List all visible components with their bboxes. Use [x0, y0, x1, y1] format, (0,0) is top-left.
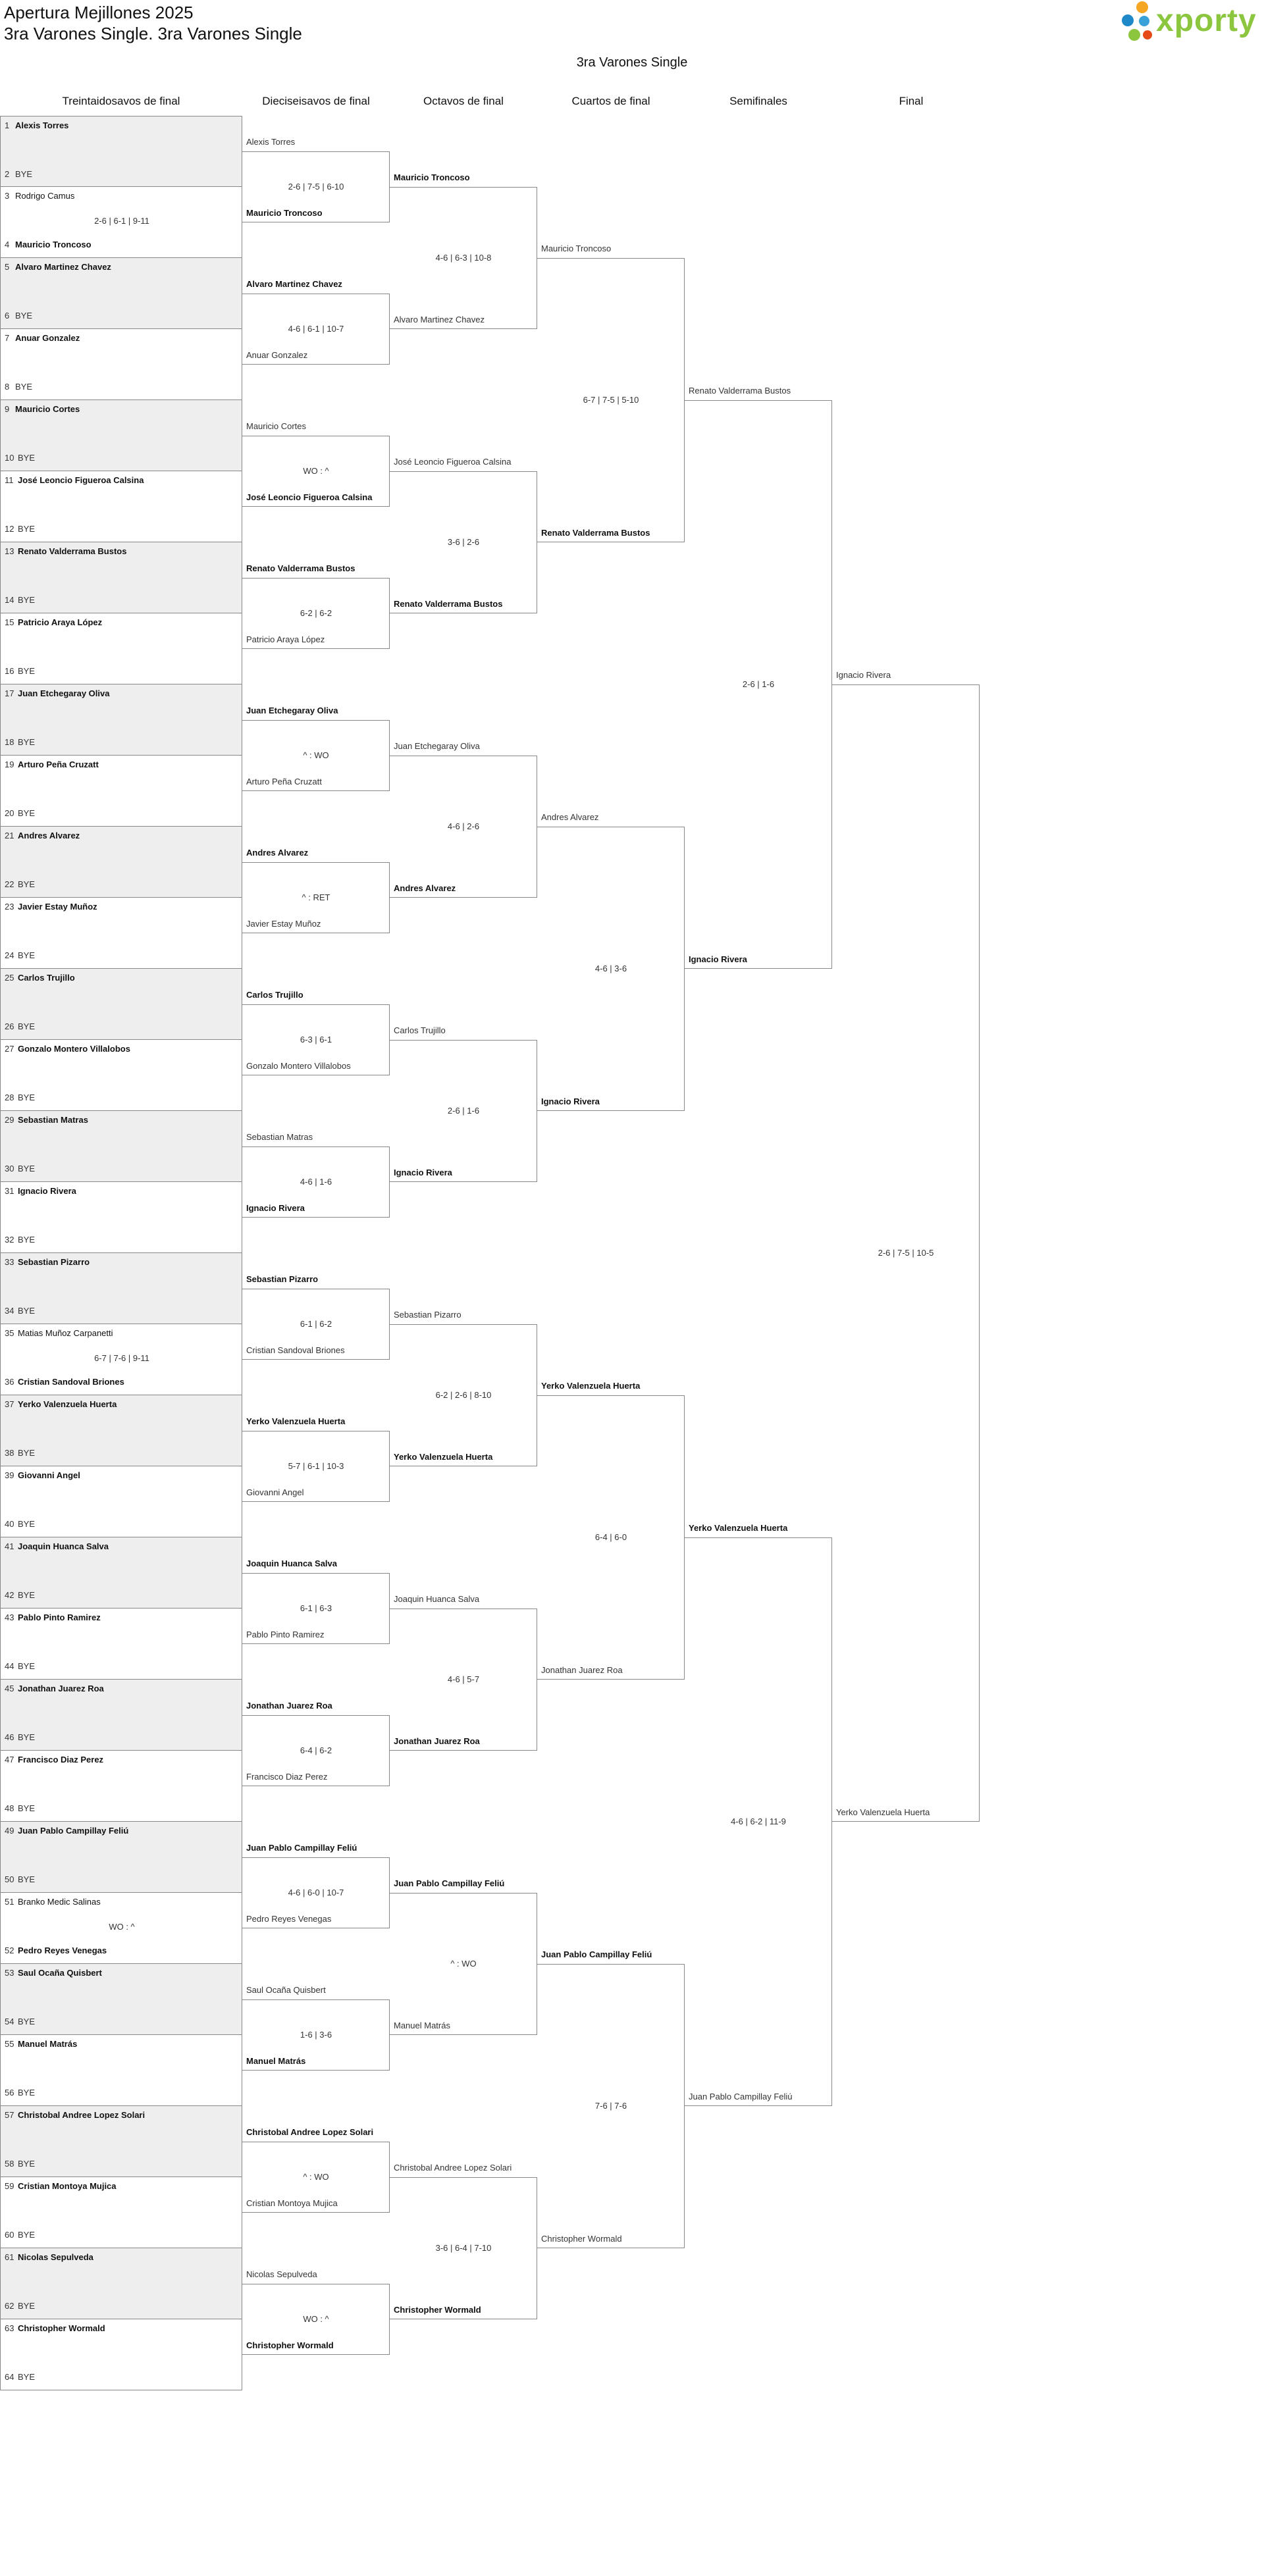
seed-number: 8 — [5, 382, 10, 392]
r1-match-cell — [0, 1466, 242, 1537]
match-player-bottom[interactable]: Christopher Wormald — [541, 2234, 622, 2244]
r1-match-cell — [0, 1822, 242, 1893]
r1-match-cell — [0, 613, 242, 684]
match-player-bottom[interactable]: Giovanni Angel — [246, 1487, 304, 1497]
seed-number: 6 — [5, 311, 10, 321]
seed-number: 43 — [5, 1612, 14, 1622]
round-header: Final — [899, 95, 924, 107]
seed-number: 64 — [5, 2372, 14, 2382]
match-player-top[interactable]: Ignacio Rivera — [836, 670, 891, 680]
player-name[interactable]: Matias Muñoz Carpanetti — [18, 1328, 113, 1338]
match-player-top[interactable]: Carlos Trujillo — [394, 1025, 446, 1035]
match-player-top[interactable]: Joaquin Huanca Salva — [246, 1558, 337, 1568]
bye-label: BYE — [15, 169, 33, 179]
seed-number: 10 — [5, 453, 14, 463]
r1-match-cell — [0, 1537, 242, 1609]
seed-number: 40 — [5, 1519, 14, 1529]
r1-match-cell — [0, 1893, 242, 1964]
seed-number: 28 — [5, 1093, 14, 1102]
match-player-bottom[interactable]: Mauricio Troncoso — [246, 208, 323, 218]
match-player-bottom[interactable]: Pablo Pinto Ramirez — [246, 1630, 325, 1639]
logo-dot-icon — [1143, 30, 1152, 39]
match-score: ^ : WO — [303, 750, 329, 760]
seed-number: 14 — [5, 595, 14, 605]
r1-match-cell — [0, 1751, 242, 1822]
seed-number: 12 — [5, 524, 14, 534]
match-score: ^ : WO — [303, 2172, 329, 2182]
player-name[interactable]: Patricio Araya López — [18, 617, 103, 627]
player-name[interactable]: Sebastian Pizarro — [18, 1257, 90, 1267]
bye-label: BYE — [18, 595, 36, 605]
r1-match-cell — [0, 2106, 242, 2177]
match-player-bottom[interactable]: Jonathan Juarez Roa — [541, 1665, 623, 1675]
round-header: Cuartos de final — [571, 95, 650, 107]
bye-label: BYE — [18, 666, 36, 676]
match-player-bottom[interactable]: Javier Estay Muñoz — [246, 919, 321, 929]
logo-text: xporty — [1156, 3, 1257, 38]
r1-match-cell — [0, 1964, 242, 2035]
seed-number: 18 — [5, 737, 14, 747]
seed-number: 61 — [5, 2252, 14, 2262]
seed-number: 49 — [5, 1826, 14, 1836]
match-player-bottom[interactable]: Cristian Sandoval Briones — [246, 1345, 345, 1355]
bye-label: BYE — [18, 453, 36, 463]
match-player-bottom[interactable]: Juan Pablo Campillay Feliú — [689, 2092, 793, 2101]
match-score: 4-6 | 5-7 — [447, 1674, 480, 1684]
seed-number: 33 — [5, 1257, 14, 1267]
match-player-bottom[interactable]: Renato Valderrama Bustos — [394, 599, 503, 609]
bye-label: BYE — [18, 1519, 36, 1529]
match-player-bottom[interactable]: Yerko Valenzuela Huerta — [394, 1452, 493, 1462]
player-name[interactable]: Christopher Wormald — [18, 2323, 105, 2333]
player-name[interactable]: Saul Ocaña Quisbert — [18, 1968, 102, 1978]
seed-number: 23 — [5, 902, 14, 912]
r1-match-cell — [0, 116, 242, 187]
seed-number: 55 — [5, 2039, 14, 2049]
player-name[interactable]: Joaquin Huanca Salva — [18, 1541, 109, 1551]
match-score: 4-6 | 3-6 — [594, 964, 627, 973]
match-player-top[interactable]: Sebastian Pizarro — [246, 1274, 319, 1284]
r1-match-cell — [0, 1324, 242, 1395]
player-name[interactable]: Renato Valderrama Bustos — [18, 546, 127, 556]
match-player-top[interactable]: Andres Alvarez — [541, 812, 599, 822]
r1-match-cell — [0, 1111, 242, 1182]
round-header: Treintaidosavos de final — [62, 95, 180, 107]
bye-label: BYE — [18, 2230, 36, 2240]
match-score: 1-6 | 3-6 — [300, 2030, 332, 2040]
r1-match-cell — [0, 2035, 242, 2106]
seed-number: 62 — [5, 2301, 14, 2311]
match-player-bottom[interactable]: Ignacio Rivera — [394, 1168, 452, 1177]
match-score: 6-2 | 6-2 — [300, 608, 332, 618]
match-player-top[interactable]: Sebastian Pizarro — [394, 1310, 461, 1320]
seed-number: 54 — [5, 2017, 14, 2026]
bye-label: BYE — [18, 2088, 36, 2098]
bye-label: BYE — [18, 1874, 36, 1884]
seed-number: 13 — [5, 546, 14, 556]
player-name[interactable]: Cristian Sandoval Briones — [18, 1377, 124, 1387]
bye-label: BYE — [18, 1448, 36, 1458]
player-name[interactable]: Mauricio Troncoso — [15, 240, 92, 249]
seed-number: 16 — [5, 666, 14, 676]
bye-label: BYE — [18, 879, 36, 889]
seed-number: 60 — [5, 2230, 14, 2240]
seed-number: 37 — [5, 1399, 14, 1409]
seed-number: 26 — [5, 1021, 14, 1031]
match-player-bottom[interactable]: Gonzalo Montero Villalobos — [246, 1061, 351, 1071]
match-score: ^ : WO — [450, 1959, 477, 1969]
xporty-logo[interactable] — [1119, 0, 1263, 45]
match-player-bottom[interactable]: Christopher Wormald — [394, 2305, 481, 2315]
category-title: 3ra Varones Single — [576, 55, 688, 70]
match-player-bottom[interactable]: Renato Valderrama Bustos — [541, 528, 650, 538]
r1-match-cell — [0, 329, 242, 400]
seed-number: 45 — [5, 1684, 14, 1693]
match-player-bottom[interactable]: Pedro Reyes Venegas — [246, 1914, 332, 1924]
player-name[interactable]: Arturo Peña Cruzatt — [18, 760, 99, 769]
match-player-top[interactable]: José Leoncio Figueroa Calsina — [394, 457, 512, 467]
seed-number: 57 — [5, 2110, 14, 2120]
match-player-bottom[interactable]: Manuel Matrás — [246, 2056, 306, 2066]
match-score: 4-6 | 6-0 | 10-7 — [288, 1888, 344, 1897]
logo-dot-icon — [1139, 16, 1149, 26]
match-player-bottom[interactable]: Christopher Wormald — [246, 2340, 334, 2350]
match-player-top[interactable]: Christobal Andree Lopez Solari — [246, 2127, 374, 2137]
bye-label: BYE — [18, 1164, 36, 1173]
player-name[interactable]: Nicolas Sepulveda — [18, 2252, 93, 2262]
seed-number: 39 — [5, 1470, 14, 1480]
match-score: 6-4 | 6-0 — [594, 1532, 627, 1542]
match-player-bottom[interactable]: Yerko Valenzuela Huerta — [836, 1807, 930, 1817]
seed-number: 36 — [5, 1377, 14, 1387]
match-player-bottom[interactable]: Jonathan Juarez Roa — [394, 1736, 480, 1746]
match-score: 6-7 | 7-5 | 5-10 — [583, 395, 639, 405]
seed-number: 24 — [5, 950, 14, 960]
seed-number: 47 — [5, 1755, 14, 1765]
bye-label: BYE — [15, 311, 33, 321]
match-player-top[interactable]: Nicolas Sepulveda — [246, 2269, 317, 2279]
bye-label: BYE — [18, 1803, 36, 1813]
match-player-top[interactable]: Yerko Valenzuela Huerta — [689, 1523, 788, 1533]
r1-match-cell — [0, 400, 242, 471]
seed-number: 27 — [5, 1044, 14, 1054]
player-name[interactable]: Francisco Diaz Perez — [18, 1755, 104, 1765]
player-name[interactable]: Anuar Gonzalez — [15, 333, 80, 343]
seed-number: 1 — [5, 120, 10, 130]
match-player-top[interactable]: Renato Valderrama Bustos — [689, 386, 791, 396]
seed-number: 51 — [5, 1897, 14, 1907]
match-player-bottom[interactable]: Ignacio Rivera — [689, 954, 747, 964]
r1-match-cell — [0, 1680, 242, 1751]
round-header: Semifinales — [729, 95, 787, 107]
seed-number: 17 — [5, 688, 14, 698]
match-score: WO : ^ — [303, 2314, 329, 2324]
match-score: 6-4 | 6-2 — [300, 1745, 332, 1755]
player-name[interactable]: Pedro Reyes Venegas — [18, 1945, 107, 1955]
bye-label: BYE — [18, 1661, 36, 1671]
player-name[interactable]: Andres Alvarez — [18, 831, 80, 840]
bye-label: BYE — [18, 1732, 36, 1742]
seed-number: 3 — [5, 191, 10, 201]
bye-label: BYE — [18, 2017, 36, 2026]
seed-number: 21 — [5, 831, 14, 840]
match-score: 4-6 | 6-2 | 11-9 — [731, 1816, 786, 1826]
seed-number: 30 — [5, 1164, 14, 1173]
r1-match-cell — [0, 969, 242, 1040]
player-name[interactable]: Branko Medic Salinas — [18, 1897, 101, 1907]
seed-number: 9 — [5, 404, 10, 414]
player-name[interactable]: Yerko Valenzuela Huerta — [18, 1399, 117, 1409]
match-score: 4-6 | 1-6 — [300, 1177, 332, 1187]
match-score: 4-6 | 6-3 | 10-8 — [435, 253, 492, 263]
bye-label: BYE — [18, 737, 36, 747]
r1-match-cell — [0, 2319, 242, 2390]
round-header: Octavos de final — [423, 95, 504, 107]
r1-match-cell — [0, 1182, 242, 1253]
player-name[interactable]: Ignacio Rivera — [18, 1186, 76, 1196]
player-name[interactable]: Sebastian Matras — [18, 1115, 88, 1125]
seed-number: 48 — [5, 1803, 14, 1813]
match-player-top[interactable]: Yerko Valenzuela Huerta — [246, 1416, 346, 1426]
seed-number: 34 — [5, 1306, 14, 1316]
seed-number: 52 — [5, 1945, 14, 1955]
seed-number: 42 — [5, 1590, 14, 1600]
match-player-top[interactable]: Mauricio Cortes — [246, 421, 307, 431]
bye-label: BYE — [18, 2159, 36, 2169]
match-player-bottom[interactable]: Andres Alvarez — [394, 883, 456, 893]
match-player-top[interactable]: Jonathan Juarez Roa — [246, 1701, 332, 1711]
match-player-top[interactable]: Christobal Andree Lopez Solari — [394, 2163, 512, 2173]
match-score: 3-6 | 2-6 — [447, 537, 480, 547]
tournament-title: Apertura Mejillones 2025 — [4, 3, 194, 22]
seed-number: 15 — [5, 617, 14, 627]
match-score: 2-6 | 6-1 | 9-11 — [94, 216, 149, 226]
seed-number: 7 — [5, 333, 10, 343]
match-score: 6-1 | 6-3 — [300, 1603, 332, 1613]
match-score: 4-6 | 2-6 — [447, 821, 480, 831]
logo-dot-icon — [1136, 1, 1148, 13]
seed-number: 4 — [5, 240, 10, 249]
player-name[interactable]: Carlos Trujillo — [18, 973, 75, 983]
player-name[interactable]: Cristian Montoya Mujica — [18, 2181, 117, 2191]
match-player-top[interactable]: Joaquin Huanca Salva — [394, 1594, 480, 1604]
seed-number: 5 — [5, 262, 10, 272]
match-player-top[interactable]: Juan Pablo Campillay Feliú — [541, 1949, 652, 1959]
seed-number: 58 — [5, 2159, 14, 2169]
bye-label: BYE — [18, 1235, 36, 1245]
seed-number: 31 — [5, 1186, 14, 1196]
match-player-top[interactable]: Juan Etchegaray Oliva — [394, 741, 480, 751]
bye-label: BYE — [18, 2301, 36, 2311]
r1-match-cell — [0, 898, 242, 969]
seed-number: 29 — [5, 1115, 14, 1125]
match-player-top[interactable]: Sebastian Matras — [246, 1132, 313, 1142]
match-score: WO : ^ — [303, 466, 329, 476]
seed-number: 53 — [5, 1968, 14, 1978]
match-score: 6-2 | 2-6 | 8-10 — [435, 1390, 492, 1400]
player-name[interactable]: Manuel Matrás — [18, 2039, 78, 2049]
seed-number: 41 — [5, 1541, 14, 1551]
bye-label: BYE — [18, 2372, 36, 2382]
match-player-bottom[interactable]: José Leoncio Figueroa Calsina — [246, 492, 373, 502]
bye-label: BYE — [18, 950, 36, 960]
r1-match-cell — [0, 2248, 242, 2319]
match-score: 5-7 | 6-1 | 10-3 — [288, 1461, 344, 1471]
match-player-top[interactable]: Mauricio Troncoso — [541, 244, 612, 253]
seed-number: 44 — [5, 1661, 14, 1671]
player-name[interactable]: Gonzalo Montero Villalobos — [18, 1044, 130, 1054]
match-player-bottom[interactable]: Alvaro Martinez Chavez — [394, 315, 485, 324]
bye-label: BYE — [15, 382, 33, 392]
logo-dot-icon — [1122, 14, 1134, 26]
bye-label: BYE — [18, 808, 36, 818]
match-score: WO : ^ — [109, 1922, 135, 1932]
match-score: 6-3 | 6-1 — [300, 1035, 332, 1044]
bye-label: BYE — [18, 524, 36, 534]
match-player-bottom[interactable]: Patricio Araya López — [246, 634, 325, 644]
seed-number: 35 — [5, 1328, 14, 1338]
match-score: 2-6 | 7-5 | 10-5 — [878, 1248, 934, 1258]
match-player-top[interactable]: Juan Etchegaray Oliva — [246, 706, 338, 715]
seed-number: 25 — [5, 973, 14, 983]
match-player-top[interactable]: Alvaro Martinez Chavez — [246, 279, 342, 289]
match-player-top[interactable]: Saul Ocaña Quisbert — [246, 1985, 326, 1995]
bye-label: BYE — [18, 1021, 36, 1031]
match-score: 7-6 | 7-6 — [594, 2101, 627, 2111]
match-player-top[interactable]: Mauricio Troncoso — [394, 172, 470, 182]
seed-number: 50 — [5, 1874, 14, 1884]
player-name[interactable]: José Leoncio Figueroa Calsina — [18, 475, 144, 485]
r1-match-cell — [0, 1609, 242, 1680]
seed-number: 38 — [5, 1448, 14, 1458]
match-score: 4-6 | 6-1 | 10-7 — [288, 324, 344, 334]
round-header: Dieciseisavos de final — [262, 95, 370, 107]
match-player-top[interactable]: Yerko Valenzuela Huerta — [541, 1381, 641, 1391]
match-player-bottom[interactable]: Manuel Matrás — [394, 2021, 450, 2030]
r1-match-cell — [0, 756, 242, 827]
r1-match-cell — [0, 258, 242, 329]
match-score: 6-1 | 6-2 — [300, 1319, 332, 1329]
bye-label: BYE — [18, 1093, 36, 1102]
seed-number: 2 — [5, 169, 10, 179]
seed-number: 32 — [5, 1235, 14, 1245]
logo-dot-icon — [1128, 29, 1140, 41]
match-score: ^ : RET — [302, 892, 330, 902]
match-score: 3-6 | 6-4 | 7-10 — [435, 2243, 492, 2253]
player-name[interactable]: Pablo Pinto Ramirez — [18, 1612, 101, 1622]
player-name[interactable]: Giovanni Angel — [18, 1470, 80, 1480]
player-name[interactable]: Juan Etchegaray Oliva — [18, 688, 110, 698]
r1-match-cell — [0, 471, 242, 542]
match-player-bottom[interactable]: Cristian Montoya Mujica — [246, 2198, 338, 2208]
seed-number: 11 — [5, 475, 14, 485]
r1-match-cell — [0, 187, 242, 258]
seed-number: 22 — [5, 879, 14, 889]
match-player-bottom[interactable]: Arturo Peña Cruzatt — [246, 777, 322, 786]
r1-match-cell — [0, 2177, 242, 2248]
player-name[interactable]: Christobal Andree Lopez Solari — [18, 2110, 145, 2120]
seed-number: 59 — [5, 2181, 14, 2191]
r1-match-cell — [0, 827, 242, 898]
match-player-bottom[interactable]: Ignacio Rivera — [541, 1096, 600, 1106]
seed-number: 20 — [5, 808, 14, 818]
match-player-top[interactable]: Juan Pablo Campillay Feliú — [246, 1843, 357, 1853]
match-score: 2-6 | 1-6 — [742, 679, 775, 689]
category-subtitle: 3ra Varones Single. 3ra Varones Single — [4, 24, 302, 43]
r1-match-cell — [0, 1040, 242, 1111]
match-score: 2-6 | 7-5 | 6-10 — [288, 182, 344, 192]
r1-match-cell — [0, 1395, 242, 1466]
match-player-top[interactable]: Alexis Torres — [246, 137, 296, 147]
match-player-top[interactable]: Renato Valderrama Bustos — [246, 563, 356, 573]
player-name[interactable]: Mauricio Cortes — [15, 404, 80, 414]
match-player-bottom[interactable]: Anuar Gonzalez — [246, 350, 308, 360]
seed-number: 63 — [5, 2323, 14, 2333]
match-player-bottom[interactable]: Ignacio Rivera — [246, 1203, 305, 1213]
r1-match-cell — [0, 542, 242, 613]
player-name[interactable]: Alexis Torres — [15, 120, 69, 130]
bye-label: BYE — [18, 1590, 36, 1600]
bye-label: BYE — [18, 1306, 36, 1316]
seed-number: 56 — [5, 2088, 14, 2098]
match-player-top[interactable]: Andres Alvarez — [246, 848, 309, 858]
r1-match-cell — [0, 684, 242, 756]
player-name[interactable]: Javier Estay Muñoz — [18, 902, 97, 912]
seed-number: 46 — [5, 1732, 14, 1742]
match-score: 6-7 | 7-6 | 9-11 — [94, 1353, 149, 1363]
player-name[interactable]: Jonathan Juarez Roa — [18, 1684, 104, 1693]
match-score: 2-6 | 1-6 — [447, 1106, 480, 1116]
player-name[interactable]: Juan Pablo Campillay Feliú — [18, 1826, 129, 1836]
match-player-bottom[interactable]: Francisco Diaz Perez — [246, 1772, 328, 1782]
match-player-top[interactable]: Juan Pablo Campillay Feliú — [394, 1878, 505, 1888]
player-name[interactable]: Rodrigo Camus — [15, 191, 75, 201]
match-player-top[interactable]: Carlos Trujillo — [246, 990, 303, 1000]
seed-number: 19 — [5, 760, 14, 769]
r1-match-cell — [0, 1253, 242, 1324]
player-name[interactable]: Alvaro Martinez Chavez — [15, 262, 111, 272]
